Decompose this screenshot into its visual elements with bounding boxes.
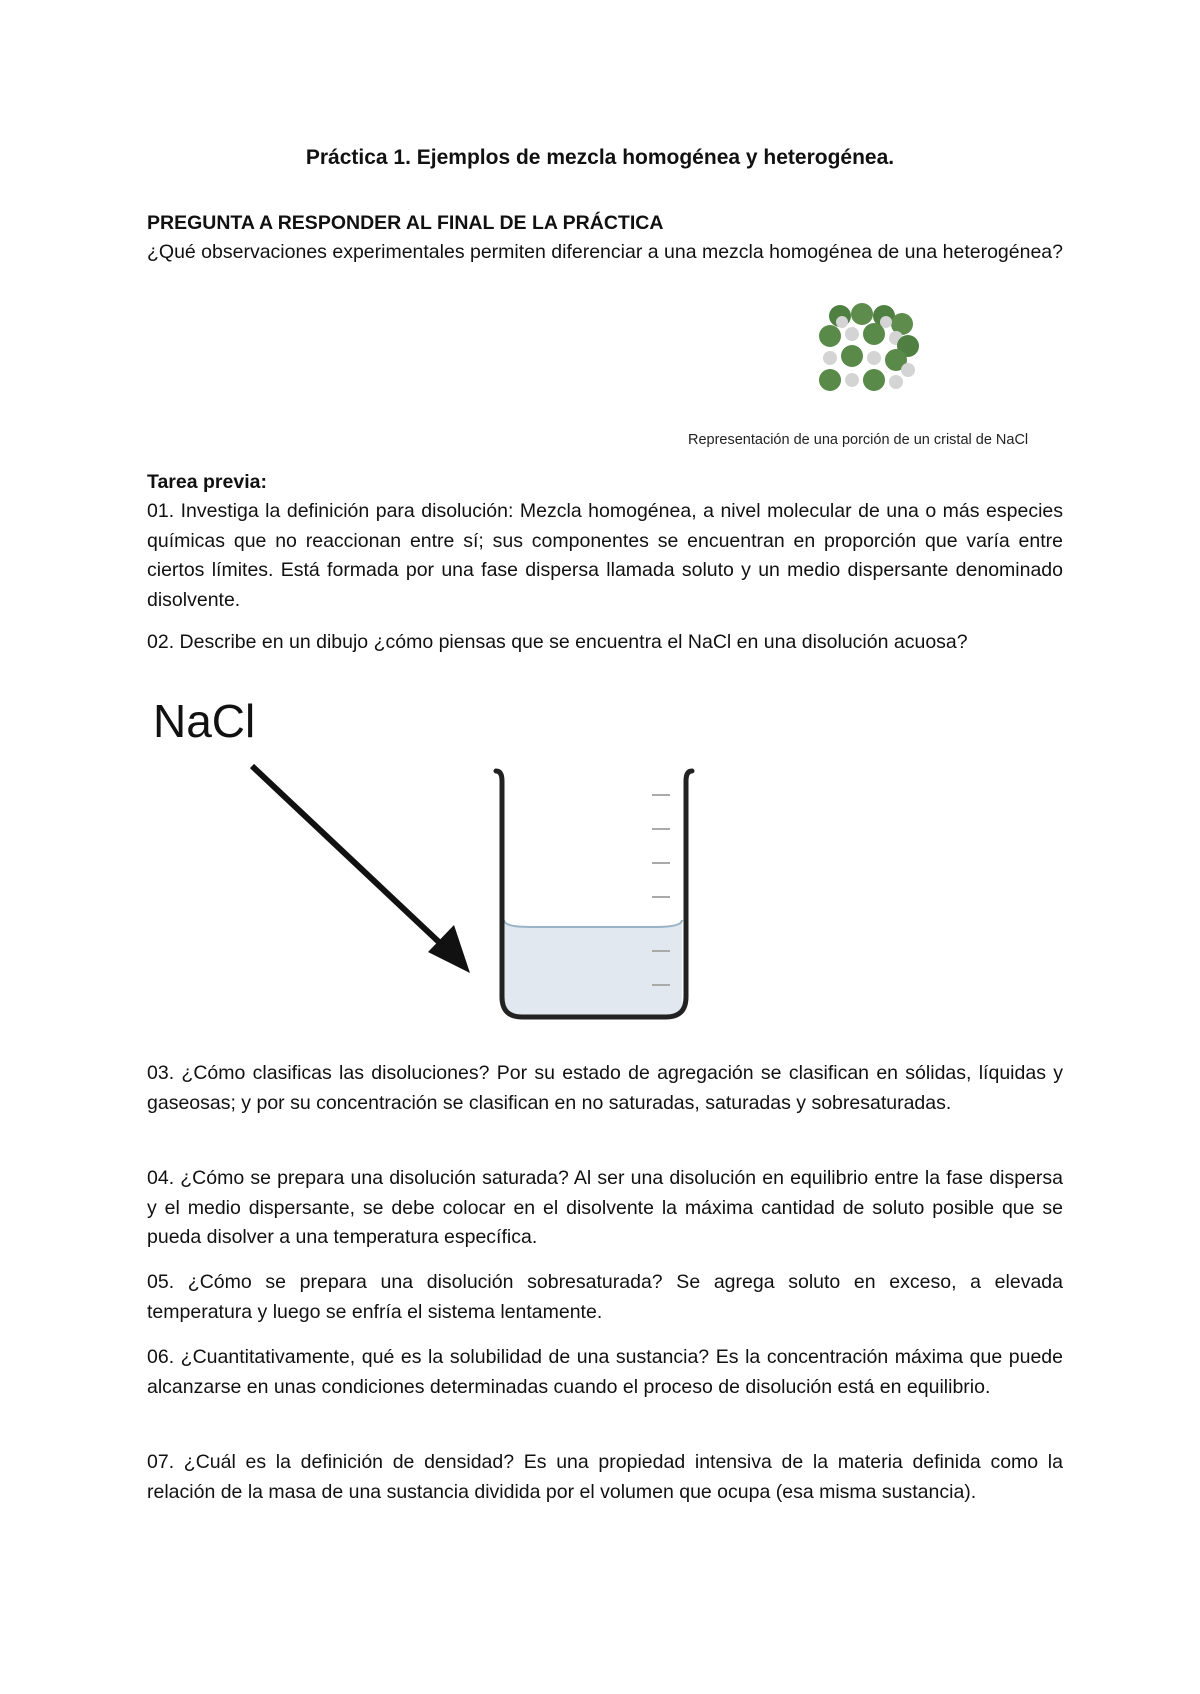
crystal-lattice [819,303,919,391]
question-text: ¿Qué observaciones experimentales permiten diferenciar a una mezcla homogénea de una heterogénea? [147,241,1063,263]
tarea-heading: Tarea previa: [147,471,267,493]
water [504,920,682,1017]
nacl-crystal-figure [810,300,920,400]
tarea-item-01: 01. Investiga la definición para disolución: Mezcla homogénea, a nivel molecular de una o más especies químicas que no reaccionan entre sí; sus componentes se encuentran en proporción que varía entre ciertos límites. Está formada por una fase dispersa llamada soluto y un medio dispersante denominado disolvente. [147,500,1063,611]
tarea-item-03: 03. ¿Cómo clasificas las disoluciones? Por su estado de agregación se clasifican en sólidas, líquidas y gaseosas; y por su concentración se clasifican en no saturadas, saturadas y sobresaturadas. [147,1062,1063,1114]
arrow-head [428,925,470,973]
tarea-item-05: 05. ¿Cómo se prepara una disolución sobresaturada? Se agrega soluto en exceso, a elevada temperatura y luego se enfría el sistema lentamente. [147,1271,1063,1323]
tarea-item-02: 02. Describe en un dibujo ¿cómo piensas que se encuentra el NaCl en una disolución acuosa? [147,631,968,653]
water-surface [504,920,682,927]
question-heading: PREGUNTA A RESPONDER AL FINAL DE LA PRÁCTICA [147,212,664,234]
beaker-diagram [240,755,720,1035]
tarea-item-07: 07. ¿Cuál es la definición de densidad? Es una propiedad intensiva de la materia definida como la relación de la masa de una sustancia dividida por el volumen que ocupa (esa misma sustancia). [147,1451,1063,1503]
tarea-item-06: 06. ¿Cuantitativamente, qué es la solubilidad de una sustancia? Es la concentración máxima que puede alcanzarse en unas condiciones determinadas cuando el proceso de disolución está en equilibrio. [147,1346,1063,1398]
arrow-shaft [252,766,458,960]
nacl-label: NaCl [153,695,256,747]
page-title: Práctica 1. Ejemplos de mezcla homogénea y heterogénea. [305,146,895,169]
figure-caption: Representación de una porción de un cristal de NaCl [688,432,1029,448]
tarea-item-04: 04. ¿Cómo se prepara una disolución saturada? Al ser una disolución en equilibrio entre la fase dispersa y el medio dispersante, se debe colocar en el disolvente la máxima cantidad de soluto posible que se pueda disolver a una temperatura específica. [147,1167,1063,1248]
